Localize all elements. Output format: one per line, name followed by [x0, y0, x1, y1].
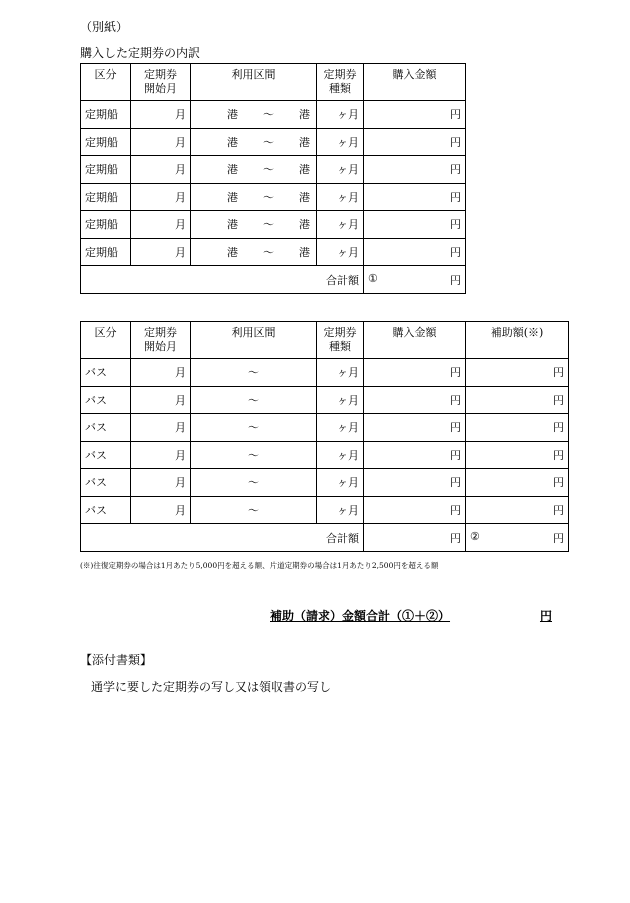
route-from: 港 [227, 190, 238, 204]
row-amount-field[interactable]: 円 [364, 441, 466, 469]
route-from: 港 [227, 135, 238, 149]
row-pass-type-field[interactable]: ヶ月 [317, 414, 364, 442]
route-sep: ～ [263, 135, 274, 149]
row-category: 定期船 [81, 156, 131, 184]
bus-row [81, 359, 569, 387]
row-route-field[interactable] [191, 101, 317, 129]
row-route-field[interactable] [191, 128, 317, 156]
row-amount-field[interactable]: 円 [364, 128, 466, 156]
header-route: 利用区間 [191, 322, 317, 359]
route-from: 港 [227, 245, 238, 259]
ship-row [81, 183, 466, 211]
row-subsidy-field[interactable]: 円 [466, 359, 569, 387]
grand-total-label: 補助（請求）金額合計（①＋②） [270, 609, 451, 623]
route-from: 港 [227, 108, 238, 122]
bus-row [81, 441, 569, 469]
attachment-label: （別紙） [80, 20, 129, 34]
row-amount-field[interactable]: 円 [364, 183, 466, 211]
row-pass-type-field[interactable]: ヶ月 [317, 156, 364, 184]
row-month-field[interactable]: 月 [131, 469, 191, 497]
grand-total-line [270, 607, 552, 624]
row-category: 定期船 [81, 183, 131, 211]
row-amount-field[interactable]: 円 [364, 469, 466, 497]
header-subsidy: 補助額(※) [466, 322, 569, 359]
row-amount-field[interactable]: 円 [364, 359, 466, 387]
route-to: 港 [299, 108, 310, 122]
bus-total-label: 合計額 [81, 524, 364, 552]
row-pass-type-field[interactable]: ヶ月 [317, 128, 364, 156]
header-amount: 購入金額 [364, 322, 466, 359]
route-sep: ～ [263, 245, 274, 259]
row-month-field[interactable]: 月 [131, 128, 191, 156]
row-category: バス [81, 386, 131, 414]
route-sep: ～ [263, 218, 274, 232]
section-title: 購入した定期券の内訳 [80, 46, 201, 60]
footnote: (※)往復定期券の場合は1月あたり5,000円を超える額、片道定期券の場合は1月あたり2,500円を超える額 [80, 561, 439, 570]
row-route-field[interactable] [191, 183, 317, 211]
ship-total-yen: 円 [450, 273, 461, 287]
row-month-field[interactable]: 月 [131, 414, 191, 442]
row-category: 定期船 [81, 211, 131, 239]
row-pass-type-field[interactable]: ヶ月 [317, 359, 364, 387]
row-route-field[interactable] [191, 359, 317, 387]
row-pass-type-field[interactable]: ヶ月 [317, 441, 364, 469]
row-subsidy-field[interactable]: 円 [466, 441, 569, 469]
row-month-field[interactable]: 月 [131, 238, 191, 266]
route-sep: ～ [263, 108, 274, 122]
route-sep: ～ [263, 190, 274, 204]
row-pass-type-field[interactable]: ヶ月 [317, 238, 364, 266]
row-route-field[interactable] [191, 414, 317, 442]
route-to: 港 [299, 190, 310, 204]
row-subsidy-field[interactable]: 円 [466, 386, 569, 414]
row-category: バス [81, 496, 131, 524]
row-subsidy-field[interactable]: 円 [466, 469, 569, 497]
route-from: 港 [227, 163, 238, 177]
row-category: 定期船 [81, 238, 131, 266]
row-route-field[interactable] [191, 441, 317, 469]
grand-total [270, 607, 552, 624]
row-pass-type-field[interactable]: ヶ月 [317, 496, 364, 524]
bus-pass-table [80, 321, 569, 552]
row-month-field[interactable]: 月 [131, 359, 191, 387]
header-amount: 購入金額 [364, 64, 466, 101]
row-amount-field[interactable]: 円 [364, 496, 466, 524]
header-category: 区分 [81, 64, 131, 101]
ship-total-cell [364, 266, 466, 294]
subsidy-total-yen: 円 [553, 531, 564, 545]
bus-row [81, 386, 569, 414]
route-sep: ～ [248, 448, 259, 462]
bus-subsidy-total-cell [466, 524, 569, 552]
row-amount-field[interactable]: 円 [364, 414, 466, 442]
row-pass-type-field[interactable]: ヶ月 [317, 183, 364, 211]
route-to: 港 [299, 163, 310, 177]
row-route-field[interactable] [191, 469, 317, 497]
bus-row [81, 496, 569, 524]
route-sep: ～ [248, 476, 259, 490]
row-month-field[interactable]: 月 [131, 386, 191, 414]
row-subsidy-field[interactable]: 円 [466, 414, 569, 442]
row-month-field[interactable]: 月 [131, 441, 191, 469]
row-month-field[interactable]: 月 [131, 211, 191, 239]
row-route-field[interactable] [191, 238, 317, 266]
header-start-month: 定期券 開始月 [131, 64, 191, 101]
row-route-field[interactable] [191, 211, 317, 239]
header-pass-type: 定期券 種類 [317, 64, 364, 101]
ship-row [81, 211, 466, 239]
row-pass-type-field[interactable]: ヶ月 [317, 211, 364, 239]
attachments-title: 【添付書類】 [80, 653, 153, 667]
route-sep: ～ [248, 393, 259, 407]
route-to: 港 [299, 135, 310, 149]
row-route-field[interactable] [191, 496, 317, 524]
route-sep: ～ [263, 163, 274, 177]
bus-row [81, 469, 569, 497]
row-pass-type-field[interactable]: ヶ月 [317, 469, 364, 497]
row-category: 定期船 [81, 128, 131, 156]
subsidy-total-marker: ② [470, 529, 480, 543]
row-category: 定期船 [81, 101, 131, 129]
ship-row [81, 128, 466, 156]
ship-pass-table [80, 63, 466, 294]
row-pass-type-field[interactable]: ヶ月 [317, 101, 364, 129]
bus-total-yen: 円 [364, 524, 466, 552]
row-month-field[interactable]: 月 [131, 183, 191, 211]
row-amount-field[interactable]: 円 [364, 156, 466, 184]
row-amount-field[interactable]: 円 [364, 211, 466, 239]
header-route: 利用区間 [191, 64, 317, 101]
grand-total-yen: 円 [539, 609, 552, 623]
row-category: バス [81, 469, 131, 497]
route-to: 港 [299, 218, 310, 232]
row-month-field[interactable]: 月 [131, 101, 191, 129]
bus-row [81, 414, 569, 442]
header-pass-type: 定期券 種類 [317, 322, 364, 359]
row-amount-field[interactable]: 円 [364, 101, 466, 129]
row-month-field[interactable]: 月 [131, 496, 191, 524]
attachments-item: 通学に要した定期券の写し又は領収書の写し [91, 680, 332, 694]
route-sep: ～ [248, 421, 259, 435]
route-from: 港 [227, 218, 238, 232]
row-route-field[interactable] [191, 156, 317, 184]
row-pass-type-field[interactable]: ヶ月 [317, 386, 364, 414]
row-category: バス [81, 441, 131, 469]
row-subsidy-field[interactable]: 円 [466, 496, 569, 524]
row-amount-field[interactable]: 円 [364, 238, 466, 266]
row-category: バス [81, 359, 131, 387]
ship-row [81, 101, 466, 129]
route-sep: ～ [248, 503, 259, 517]
header-start-month: 定期券 開始月 [131, 322, 191, 359]
row-amount-field[interactable]: 円 [364, 386, 466, 414]
header-category: 区分 [81, 322, 131, 359]
ship-total-marker: ① [368, 271, 378, 285]
row-category: バス [81, 414, 131, 442]
row-month-field[interactable]: 月 [131, 156, 191, 184]
route-sep: ～ [248, 366, 259, 380]
ship-total-label: 合計額 [81, 266, 364, 294]
route-to: 港 [299, 245, 310, 259]
row-route-field[interactable] [191, 386, 317, 414]
ship-row [81, 156, 466, 184]
ship-row [81, 238, 466, 266]
